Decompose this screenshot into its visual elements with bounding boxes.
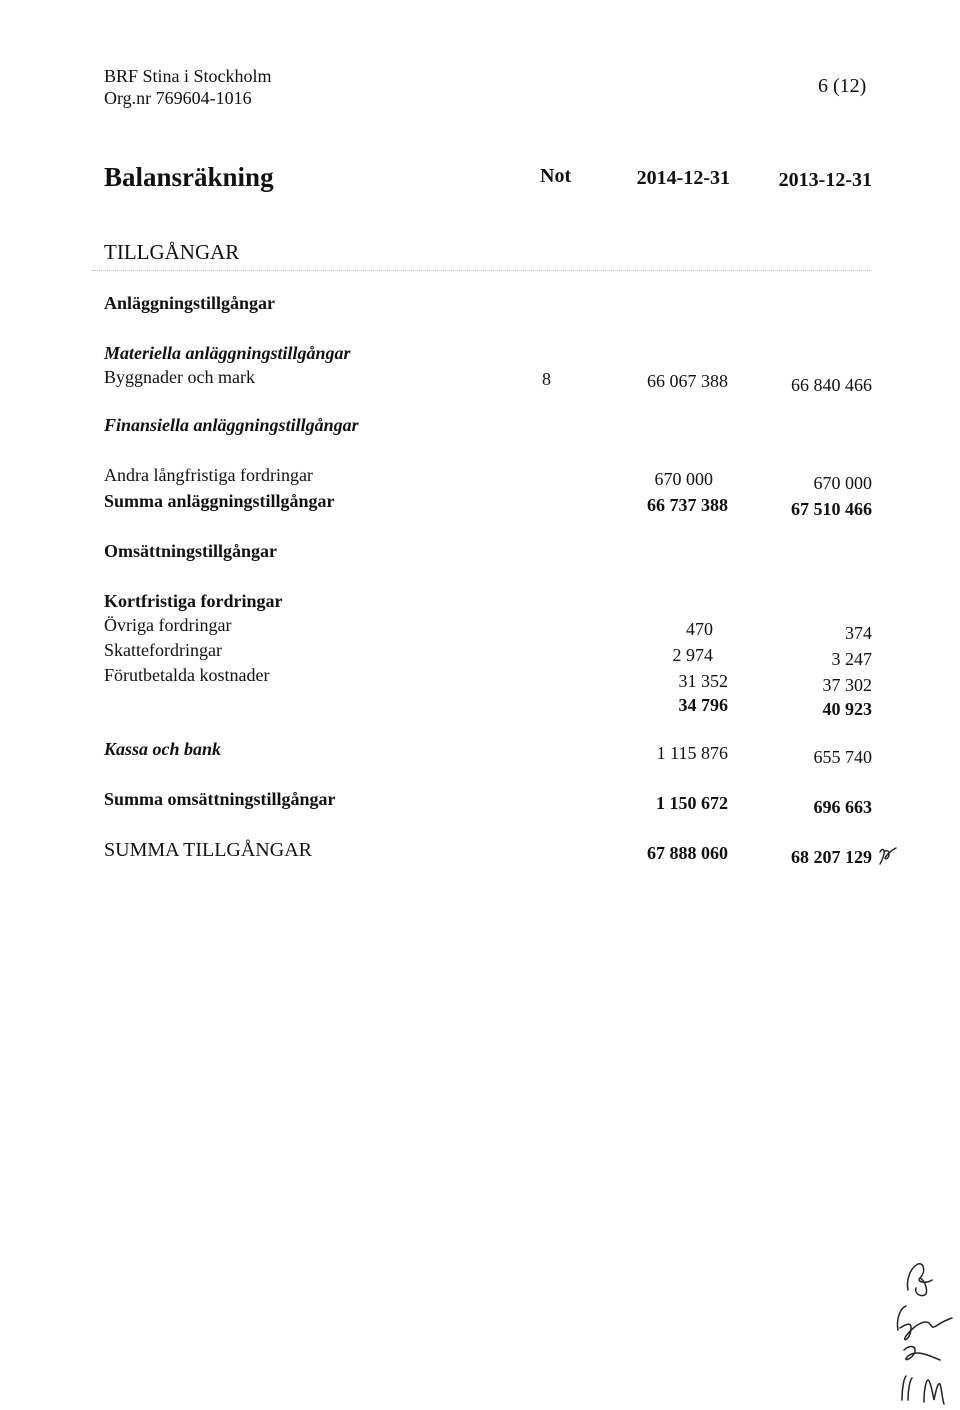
row-value-buildings-2013: 66 840 466 — [791, 375, 872, 395]
row-value-total-assets-2013: 68 207 129 — [791, 847, 872, 867]
row-value-cash-and-bank-2013: 655 740 — [813, 747, 872, 767]
row-value-total-fixed-assets-2013: 67 510 466 — [791, 499, 872, 519]
section-heading-fixed-assets: Anläggningstillgångar — [104, 293, 276, 313]
row-value-other-receivables-2013: 374 — [845, 623, 872, 643]
subsection-heading-financial: Finansiella anläggningstillgångar — [104, 415, 359, 435]
subsection-heading-short-term-receivables: Kortfristiga fordringar — [104, 591, 283, 611]
row-label-prepaid-expenses: Förutbetalda kostnader — [104, 665, 270, 685]
row-label-other-receivables: Övriga fordringar — [104, 615, 232, 635]
row-value-total-short-term-2013: 40 923 — [822, 699, 872, 719]
page-title: Balansräkning — [104, 162, 274, 192]
row-value-total-assets-2014: 67 888 060 — [647, 843, 728, 863]
divider — [92, 270, 872, 271]
organization-number: Org.nr 769604-1016 — [104, 88, 252, 108]
row-value-total-fixed-assets-2014: 66 737 388 — [647, 495, 728, 515]
row-value-total-current-assets-2014: 1 150 672 — [656, 793, 728, 813]
row-value-tax-receivables-2013: 3 247 — [831, 649, 872, 669]
row-label-total-fixed-assets: Summa anläggningstillgångar — [104, 491, 335, 511]
column-header-note: Not — [540, 165, 572, 187]
subsection-heading-tangible: Materiella anläggningstillgångar — [104, 343, 351, 363]
column-header-2014: 2014-12-31 — [636, 167, 730, 189]
row-value-cash-and-bank-2014: 1 115 876 — [656, 743, 728, 763]
row-label-tax-receivables: Skattefordringar — [104, 640, 222, 660]
column-header-2013: 2013-12-31 — [778, 169, 872, 191]
row-note-buildings: 8 — [542, 369, 551, 389]
row-value-total-current-assets-2013: 696 663 — [813, 797, 872, 817]
row-value-tax-receivables-2014: 2 974 — [672, 645, 713, 665]
organization-name: BRF Stina i Stockholm — [104, 66, 272, 86]
handwritten-initials-mark — [876, 838, 906, 868]
row-value-long-term-receivables-2014: 670 000 — [654, 469, 713, 489]
row-value-total-short-term-2014: 34 796 — [678, 695, 728, 715]
row-value-prepaid-expenses-2014: 31 352 — [678, 671, 728, 691]
handwritten-signatures — [880, 1250, 960, 1410]
row-label-buildings: Byggnader och mark — [104, 367, 255, 387]
row-label-long-term-receivables: Andra långfristiga fordringar — [104, 465, 313, 485]
section-heading-current-assets: Omsättningstillgångar — [104, 541, 278, 561]
row-value-long-term-receivables-2013: 670 000 — [813, 473, 872, 493]
row-value-prepaid-expenses-2013: 37 302 — [822, 675, 872, 695]
row-value-other-receivables-2014: 470 — [686, 619, 713, 639]
section-heading-assets: TILLGÅNGAR — [104, 240, 240, 264]
page-number: 6 (12) — [818, 75, 867, 97]
row-label-cash-and-bank: Kassa och bank — [104, 739, 222, 759]
row-value-buildings-2014: 66 067 388 — [647, 371, 728, 391]
row-label-total-assets: SUMMA TILLGÅNGAR — [104, 839, 312, 861]
row-label-total-current-assets: Summa omsättningstillgångar — [104, 789, 336, 809]
